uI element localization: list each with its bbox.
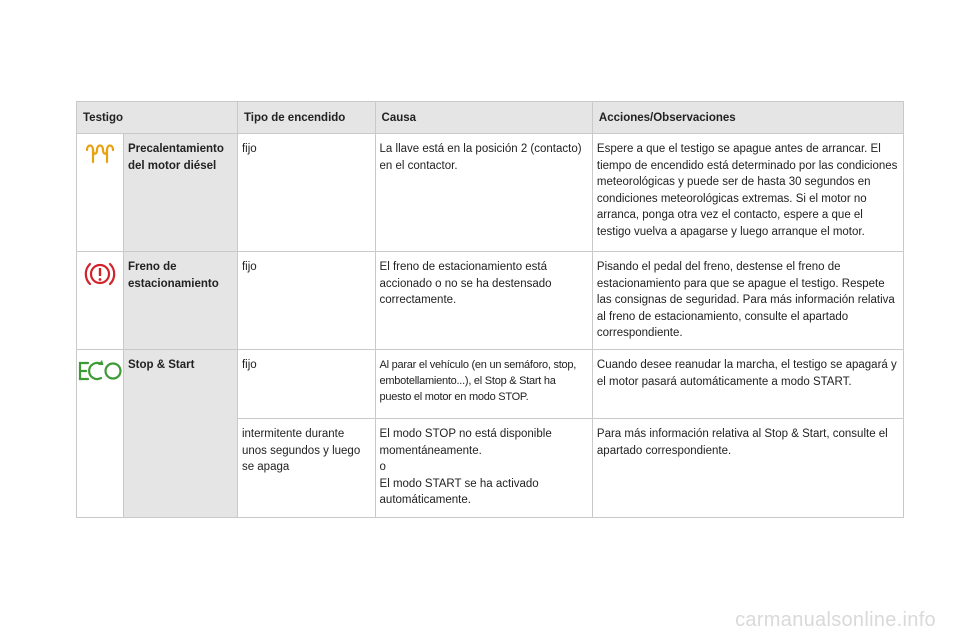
row-actions: Pisando el pedal del freno, destense el freno de estacionamiento para que se apague el testigo. Respete las consignas de seguridad. Para más información relativa al freno de estacionamiento, consulte el apartado correspondiente. [592, 252, 903, 350]
header-causa: Causa [375, 102, 592, 134]
table-row-stop-start [77, 350, 904, 419]
row-cause [375, 419, 592, 518]
cause-line-2: El modo START se ha activado automáticamente. [379, 477, 539, 506]
row-cause: La llave está en la posición 2 (contacto) en el contactor. [375, 134, 592, 252]
icon-cell [77, 252, 124, 350]
row-type: fijo [237, 134, 375, 252]
cause-or: o [379, 461, 386, 473]
row-name: Precalentamiento del motor diésel [124, 134, 238, 252]
header-acciones: Acciones/Observaciones [592, 102, 903, 134]
warning-lights-table [76, 101, 904, 518]
row-type: fijo [237, 350, 375, 419]
row-type: intermitente durante unos segundos y luego se apaga [237, 419, 375, 518]
table-header-row [77, 102, 904, 134]
header-tipo: Tipo de encendido [237, 102, 375, 134]
row-cause: El freno de estacionamiento está accionado o no se ha destensado correctamente. [375, 252, 592, 350]
row-actions: Espere a que el testigo se apague antes de arrancar. El tiempo de encendido está determinado por las condiciones meteorológicas y puede ser de hasta 30 segundos en condiciones meteorológicas extremas. Si el motor no arranca, ponga otra vez el contacto, espere a que el testigo vuelva a apagarse y luego arranque el motor. [592, 134, 903, 252]
row-type: fijo [237, 252, 375, 350]
parking-brake-icon [77, 259, 123, 289]
cause-line-1: El modo STOP no está disponible momentáneamente. [379, 428, 552, 457]
table-row-precalentamiento [77, 134, 904, 252]
row-name: Stop & Start [124, 350, 238, 518]
eco-stop-start-icon [77, 357, 123, 385]
icon-cell [77, 134, 124, 252]
icon-cell [77, 350, 124, 518]
watermark: carmanualsonline.info [735, 609, 936, 631]
row-actions: Cuando desee reanudar la marcha, el testigo se apagará y el motor pasará automáticamente a modo START. [592, 350, 903, 419]
table-row-freno [77, 252, 904, 350]
row-name: Freno de estacionamiento [124, 252, 238, 350]
row-cause: Al parar el vehículo (en un semáforo, stop, embotellamiento...), el Stop & Start ha puesto el motor en modo STOP. [375, 350, 592, 419]
row-actions: Para más información relativa al Stop & Start, consulte el apartado correspondiente. [592, 419, 903, 518]
header-testigo: Testigo [77, 102, 238, 134]
glow-plug-icon [77, 141, 123, 167]
